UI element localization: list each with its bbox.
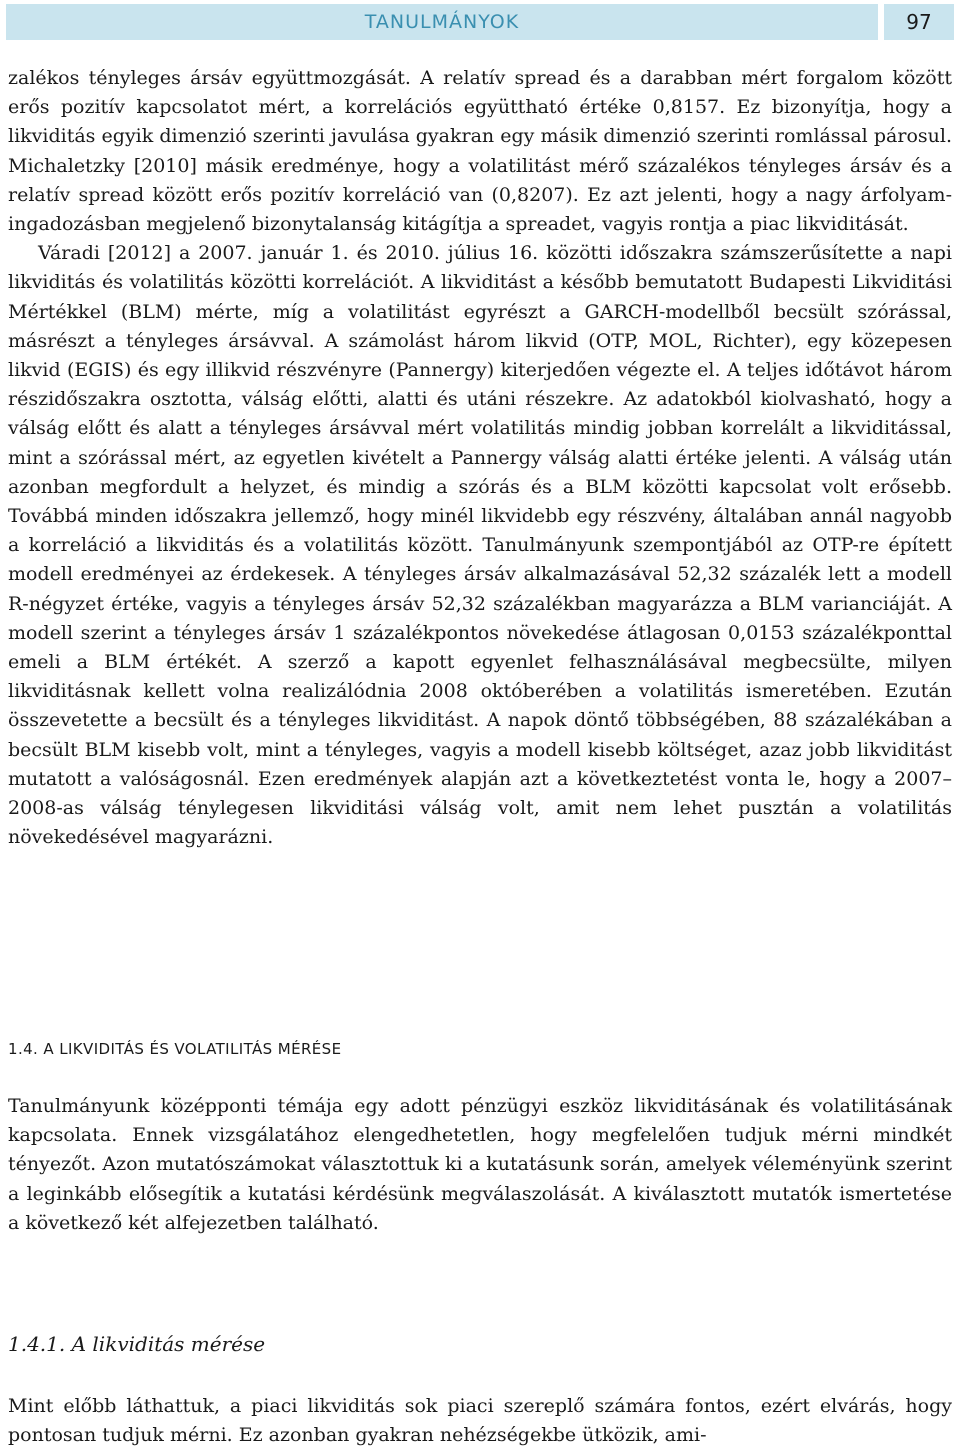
section-body (8, 1092, 952, 1238)
running-header (6, 4, 954, 40)
subsection-paragraph: Mint előbb láthattuk, a piaci likviditás sok piaci szereplő számára fontos, ezért elvárás, hogy pontosan tudjuk mérni. Ez azonban gyakran nehézségekbe ütközik, ami- (8, 1395, 952, 1447)
section-paragraph: Tanulmányunk középponti témája egy adott pénzügyi eszköz likviditásának és volatilitásának kapcsolata. Ennek vizsgálatához elengedhetetlen, hogy megfelelően tudjuk mérni mindkét tényezőt. Azon mutatószámokat választottuk ki a kutatásunk során, amelyek véleményünk szerint a leginkább elősegítik a kutatási kérdésünk megválaszolását. A kiválasztott mutatók ismertetése a következő két alfejezetben található. (8, 1095, 952, 1234)
subsection-heading: 1.4.1. A likviditás mérése (8, 1332, 266, 1356)
header-section-title: TANULMÁNYOK (364, 11, 520, 33)
paragraph-varadi: Váradi [2012] a 2007. január 1. és 2010. július 16. közötti időszakra számszerűsítette a napi likviditás és volatilitás közötti korrelációt. A likviditást a később bemutatott Budapesti Likviditási Mértékkel (BLM) mérte, míg a volatilitást egyrészt a GARCH-modellből becsült szórással, másrészt a tényleges ársávval. A számolást három likvid (OTP, MOL, Richter), egy közepesen likvid (EGIS) és egy illikvid részvényre (Pannergy) kiterjedően végezte el. A teljes időtávot három részidőszakra osztotta, válság előtti, alatti és utáni részekre. Az adatokból kiolvasható, hogy a válság előtt és alatt a tényleges ársávval mért volatilitás mindig jobban korrelált a likviditással, mint a szórással mért, az egyetlen kivételt a Pannergy válság alatti értéke jelenti. A válság után azonban megfordult a helyzet, és mindig a szórás és a BLM közötti kapcsolat volt erősebb. Továbbá minden időszakra jellemző, hogy minél likvidebb egy részvény, általában annál nagyobb a korreláció a likviditás és a volatilitás között. Tanulmányunk szempontjából az OTP-re épített modell eredményei az érdekesek. A tényleges ársáv alkalmazásával 52,32 százalék lett a modell R-négyzet értéke, vagyis a tényleges ársáv 52,32 százalékban magyarázza a BLM varianciáját. A modell szerint a tényleges ársáv 1 százalékpontos növekedése átlagosan 0,0153 százalékponttal emeli a BLM értékét. A szerző a kapott egyenlet felhasználásával megbecsülte, milyen likviditásnak kellett volna realizálódnia 2008 októberében a volatilitás ismeretében. Ezután összevetette a becsült és a tényleges likviditást. A napok döntő többségében, 88 százalékában a becsült BLM kisebb volt, mint a tényleges, vagyis a modell kisebb költséget, azaz jobb likviditást mutatott a valóságosnál. Ezen eredmények alapján azt a következtetést vonta le, hogy a 2007–2008-as válság ténylegesen likviditási válság volt, amit nem lehet pusztán a volatilitás növekedésével magyarázni. (8, 242, 952, 849)
header-page-number-box (884, 4, 954, 40)
section-heading: 1.4. A LIKVIDITÁS ÉS VOLATILITÁS MÉRÉSE (8, 1040, 342, 1058)
body-text (8, 64, 952, 852)
page-number: 97 (906, 10, 932, 34)
header-title-band (6, 4, 878, 40)
paragraph-continued: zalékos tényleges ársáv együttmozgását. A relatív spread és a darabban mért forgalom között erős pozitív kapcsolatot mért, a korrelációs együttható értéke 0,8157. Ez bizonyítja, hogy a likviditás egyik dimenzió szerinti javulása gyakran egy másik dimenzió szerinti romlással párosul. Michaletzky [2010] másik eredménye, hogy a volatilitást mérő százalékos tényleges ársáv és a relatív spread között erős pozitív korreláció van (0,8207). Ez azt jelenti, hogy a nagy árfolyam-ingadozásban megjelenő bizonytalanság kitágítja a spreadet, vagyis rontja a piac likviditását. (8, 67, 952, 236)
subsection-body (8, 1392, 952, 1450)
